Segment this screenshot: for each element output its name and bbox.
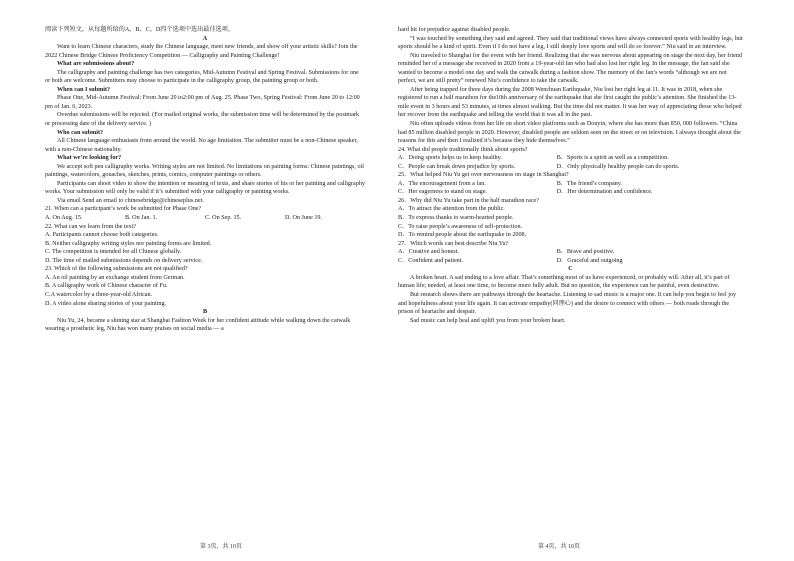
section-c-heading: C <box>568 266 573 273</box>
question-25: 25．What helped Niu Yu get over nervousness on stage in Shanghai? <box>398 172 569 179</box>
paragraph-when-1: Phase One, Mid-Autumn Festival: From June 20 to2:00 pm of Aug. 25. Phase Two, Spring Festival: From June 20 to 12:00 pm of Jan. 6, 2023. <box>45 95 360 110</box>
passage-b-continued: hard hit for prejudice against disabled people. <box>398 27 511 33</box>
option-22-a[interactable]: A. Participants cannot choose both categories. <box>45 232 159 239</box>
passage-c-paragraph-3: Sad music can help heal and uplift you from your broken heart. <box>410 317 566 324</box>
question-23: 23. Which of the following submissions are not qualified? <box>45 266 188 273</box>
question-24-options-row-2 <box>398 163 743 172</box>
option-24-b[interactable]: B．Sports is a spirit as well as a competition. <box>556 155 669 162</box>
paragraph-email: Via email Send an email to chinesebridge@chineseplus.net. <box>57 197 204 204</box>
option-21-a[interactable]: A. On Aug. 15. <box>45 215 83 222</box>
page-number-right: 第 4页，共 10页 <box>538 544 581 550</box>
question-21-options <box>45 214 365 223</box>
question-27-options-row-2 <box>398 257 743 266</box>
option-27-a[interactable]: A．Creative and honest. <box>398 249 459 256</box>
option-23-c[interactable]: C.A watercolor by a three-year-old African. <box>45 291 153 298</box>
instruction: 阅读下列短文，从每题所给的A、B、C、D四个选项中选出最佳选项。 <box>45 27 235 33</box>
option-26-b[interactable]: B．To express thanks to warm-hearted people. <box>398 215 514 222</box>
passage-b-paragraph-4: After being trapped for three days during the 2008 Wenchuan Earthquake, Niu lost her right leg at 11. It was in 2018, when she registered to run a half marathon for the10th anniversary of the earthquake that she first caught the public’s attention. She finished the 13- mile event in 3 hours and 53 minutes, at times almost walking. But the time did not matter. It was her way of appreciating those who helped her recover from the earthquake and telling the world that it was all in the past. <box>398 86 742 119</box>
question-24-options-row-1 <box>398 154 743 163</box>
question-22: 22. What can we learn from the text? <box>45 223 136 230</box>
paragraph-when-2: Overdue submissions will be rejected. (For mailed original works, the submission time will be determined by the postmark or processing date of the delivery service. ) <box>45 112 360 128</box>
question-25-options-row-2 <box>398 188 743 197</box>
option-21-b[interactable]: B. On Jan. 1. <box>125 215 158 222</box>
question-24: 24. What did people traditionally think about sports? <box>398 146 528 153</box>
passage-b-paragraph-2: “I was touched by something they said and agreed. They said that traditional views have always connected sports with healthy legs, but sports should be a kind of spirit. Even if I do not have a leg, I still deeply love sports and will do so forever.” Niu said in an interview. <box>398 35 743 51</box>
passage-c-paragraph-1: A broken heart. A sad ending to a love affair. That’s something most of us have experienced, or probably will. After all, it’s part of human life; needed, at least one time, to become more fully adult. But no question, the experience can be painful, even destructive. <box>398 274 730 290</box>
option-22-c[interactable]: C. The competition is intended for all Chinese globally. <box>45 249 182 256</box>
passage-a-intro: Want to learn Chinese characters, study the Chinese language, meet new friends, and show off your artistic skills? Join the 2022 Chinese Bridge Chinese Proficiency Competition — Calligraphy and Painting Challenge! <box>45 44 358 59</box>
option-24-c[interactable]: C．People can break down prejudice by sports. <box>398 163 516 170</box>
option-23-d[interactable]: D. A video alone sharing stories of your painting. <box>45 300 167 307</box>
option-25-b[interactable]: B．The friend’s company. <box>556 180 622 187</box>
heading-when: When can I submit? <box>57 86 111 93</box>
question-27-options-row-1 <box>398 248 743 257</box>
option-25-a[interactable]: A．The encouragement from a fan. <box>398 180 486 187</box>
passage-c-paragraph-2: But research shows there are pathways through the heartache. Listening to sad music is a major one. It can help you begin to feel joy and hopefulness about your life again. It can activate empathy(同理心) and the desire to connect with others — both roads through the prison of heartache and despair. <box>398 291 737 316</box>
question-25-options-row-1 <box>398 180 743 189</box>
option-25-d[interactable]: D．Her determination and confidence. <box>556 189 653 196</box>
option-24-a[interactable]: A．Doing sports helps us to keep healthy. <box>398 155 502 162</box>
option-21-c[interactable]: C. On Sep. 15. <box>205 215 242 222</box>
paragraph-looking-2: Participants can shoot video to show the intention or meaning of texts, and share stories of his or her painting and calligraphy works. Your submission will only be valid if it’s submitted with your calligraphy or painting works. <box>45 180 365 196</box>
option-22-d[interactable]: D. The time of mailed submissions depends on delivery service. <box>45 257 203 264</box>
question-21: 21. When can a participant’s work be submitted for Phase One? <box>45 206 202 213</box>
heading-looking: What we’re looking for? <box>57 155 122 162</box>
passage-b-paragraph-3: Niu traveled to Shanghai for the event with her friend. Realizing that she was nervous about appearing on stage the next day, her friend reminded her of a message she received in 2020 from a 19-year-old fan who had also lost her right leg. In the message, the fan said she wanted to become a model one day and walk the catwalk during a fashion show. The memory of the fan’s words “although we are not perfect, we are still pretty” renewed Niu’s confidence to take the catwalk. <box>398 52 742 85</box>
paragraph-who: All Chinese language enthusiasts from around the world. No age limitation. The submitter must be a non-Chinese speaker, with a non-Chinese nationality. <box>45 138 358 153</box>
section-b-heading: B <box>202 309 208 316</box>
heading-submissions: What are submissions about? <box>57 61 135 68</box>
option-26-c[interactable]: C．To raise people’s awareness of self-protection. <box>398 223 523 230</box>
passage-b-start: Niu Yu, 24, became a shining star at Shanghai Fashion Week for her confident attitude while walking down the catwalk wearing a prosthetic leg, Niu has won many praises on social media — a <box>45 317 351 333</box>
question-27: 27．Which words can best describe Niu Yu? <box>398 240 509 247</box>
option-27-c[interactable]: C．Confident and patient. <box>398 257 463 264</box>
option-22-b[interactable]: B. Neither calligraphy writing styles nor painting forms are limited. <box>45 240 212 247</box>
option-26-a[interactable]: A．To attract the attention from the public. <box>398 206 505 213</box>
option-27-b[interactable]: B．Brave and positive. <box>556 249 615 256</box>
option-23-b[interactable]: B. A calligraphy work of Chinese character of Fu. <box>45 283 168 290</box>
passage-b-paragraph-5: Niu often uploads videos from her life on short video platforms such as Douyin, where she has more than 850, 000 followers. “China had 85 million disabled people in 2020. However, disabled people are seldom seen on the street or on television. I always thought about the reasons for this and then I realized it’s because they hide themselves.” <box>398 121 741 145</box>
option-21-d[interactable]: D. On June 19. <box>285 215 323 222</box>
option-26-d[interactable]: D．To remind people about the earthquake in 2008. <box>398 232 527 239</box>
right-column <box>398 26 743 325</box>
option-24-d[interactable]: D．Only physically healthy people can do sports. <box>556 163 680 170</box>
option-25-c[interactable]: C．Her eagerness to stand on stage. <box>398 189 488 196</box>
left-column <box>45 26 365 334</box>
section-a-heading: A <box>202 35 208 42</box>
question-26: 26．Why did Niu Yu take part in the half marathon race? <box>398 197 539 204</box>
option-27-d[interactable]: D．Graceful and outgoing <box>556 257 623 264</box>
page-number-left: 第 3页，共 10页 <box>200 544 243 550</box>
paragraph-looking-1: We accept soft pen calligraphy works. Writing styles are not limited. No limitations on painting forms: Chinese paintings, oil paintings, watercolors, gouaches, sketches, prints, comics, computer paintings or others. <box>45 163 364 179</box>
paragraph-submissions: The calligraphy and painting challenge has two categories, Mid-Autumn Festival and Spring Festival. Submissions for one or both are welcome. Submitters may choose to participate in the calligraphy group, the painting group or both. <box>45 69 359 85</box>
option-23-a[interactable]: A. An oil painting by an exchange student from German. <box>45 274 185 281</box>
heading-who: Who can submit? <box>57 129 104 136</box>
